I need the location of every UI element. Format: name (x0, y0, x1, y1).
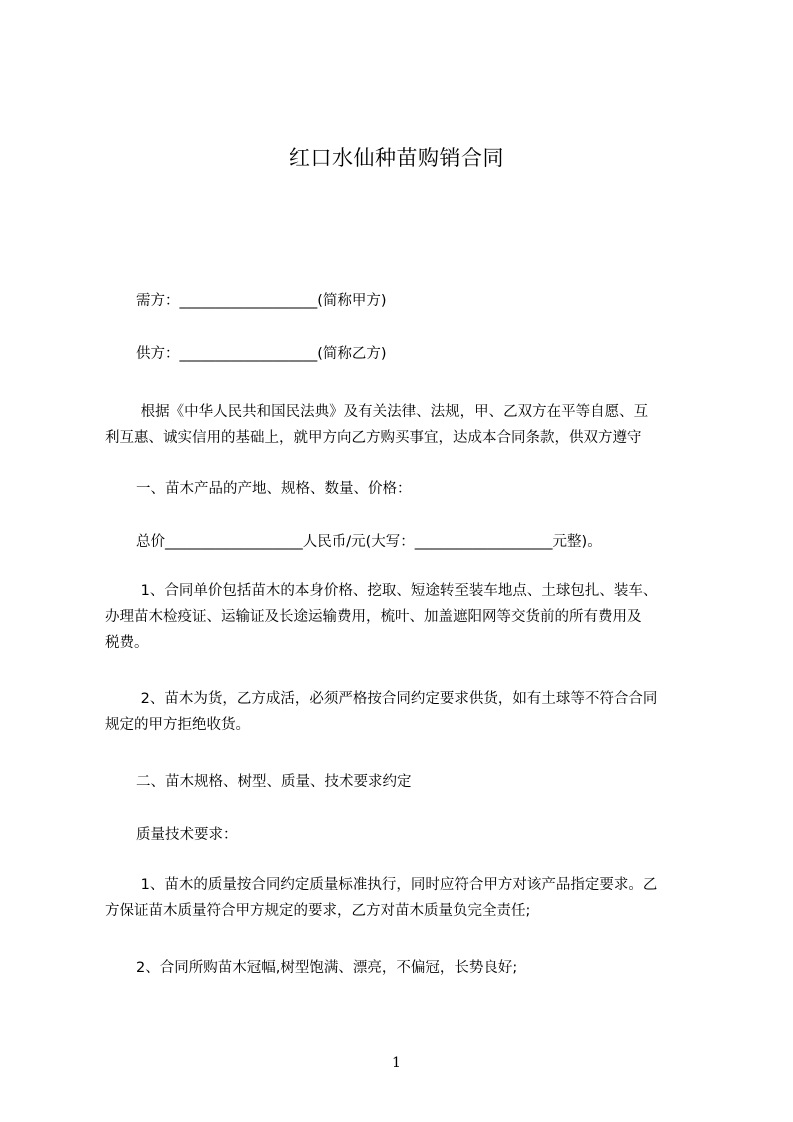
clause-1-2-paragraph (105, 686, 717, 738)
clause-1-1-line-1: 1、合同单价包括苗木的本身价格、挖取、短途转至装车地点、土球包扎、装车、 (136, 583, 658, 599)
clause-2-1-line-1: 1、苗木的质量按合同约定质量标准执行，同时应符合甲方对该产品指定要求。乙 (136, 877, 658, 893)
section-2-heading: 二、苗木规格、树型、质量、技术要求约定 (136, 774, 412, 790)
total-price-line: 总价___________________人民币/元(大写：___________________元整)。 (136, 534, 602, 550)
clause-1-1-paragraph (105, 578, 717, 656)
clause-1-2-line-1: 2、苗木为货，乙方成活，必须严格按合同约定要求供货，如有土球等不符合合同 (136, 691, 658, 707)
clause-2-2: 2、合同所购苗木冠幅,树型饱满、漂亮，不偏冠，长势良好; (136, 960, 518, 976)
section-1-heading: 一、苗木产品的产地、规格、数量、价格： (136, 481, 412, 497)
clause-2-1-line-2: 方保证苗木质量符合甲方规定的要求，乙方对苗木质量负完全责任; (105, 903, 531, 919)
intro-line-2: 利互惠、诚实信用的基础上，就甲方向乙方购买事宜，达成本合同条款，供双方遵守 (105, 430, 642, 446)
intro-line-1: 根据《中华人民共和国民法典》及有关法律、法规，甲、乙双方在平等自愿、互 (136, 404, 649, 420)
document-title: 红口水仙种苗购销合同 (289, 146, 504, 170)
clause-1-1-line-2: 办理苗木检疫证、运输证及长途运输费用，梳叶、加盖遮阳网等交货前的所有费用及 (105, 609, 642, 625)
buyer-line: 需方：___________________(简称甲方) (136, 293, 387, 309)
clause-1-1-line-3: 税费。 (105, 635, 149, 651)
page-number: 1 (392, 1055, 401, 1071)
seller-line: 供方：___________________(简称乙方) (136, 346, 387, 362)
clause-1-2-line-2: 规定的甲方拒绝收货。 (105, 717, 250, 733)
quality-heading: 质量技术要求： (136, 827, 238, 843)
clause-2-1-paragraph (105, 872, 717, 924)
intro-paragraph (105, 399, 717, 451)
